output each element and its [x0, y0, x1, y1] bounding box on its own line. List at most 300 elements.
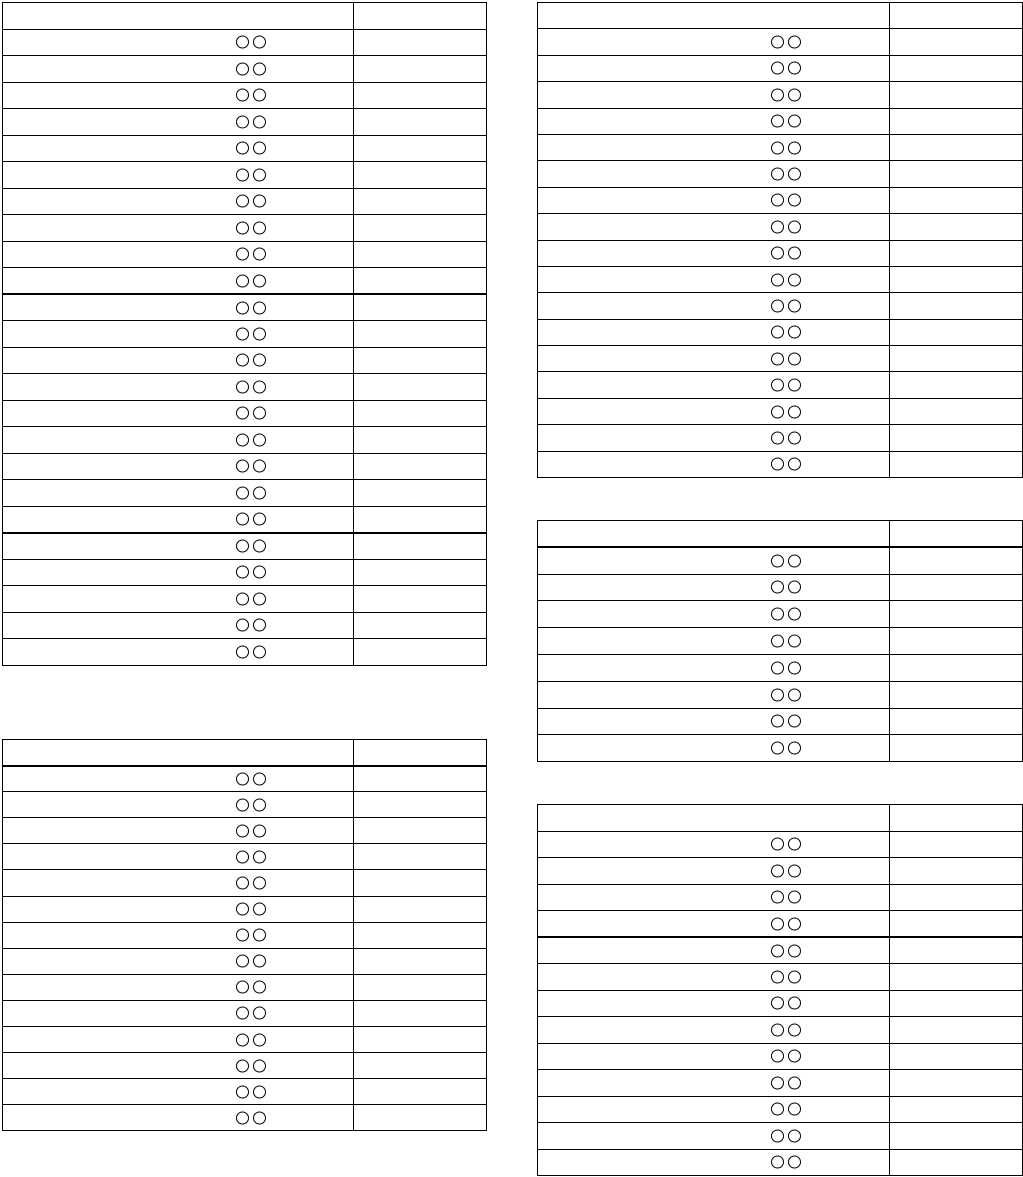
bubble-option[interactable]	[771, 62, 784, 75]
item-cell	[3, 639, 354, 666]
bubble-option[interactable]	[253, 62, 266, 75]
answer-cell[interactable]	[354, 506, 487, 533]
bubble-option[interactable]	[771, 1156, 784, 1169]
bubble-pair	[771, 1103, 801, 1116]
bubble-option[interactable]	[253, 195, 266, 208]
bubble-option[interactable]	[236, 877, 249, 890]
bubble-option[interactable]	[236, 929, 249, 942]
bubble-option[interactable]	[771, 1103, 784, 1116]
bubble-option[interactable]	[253, 1085, 266, 1098]
bubble-pair	[771, 405, 801, 418]
bubble-option[interactable]	[236, 380, 249, 393]
bubble-option[interactable]	[771, 299, 784, 312]
answer-cell[interactable]	[354, 533, 487, 560]
bubble-option[interactable]	[236, 301, 249, 314]
table-row	[3, 870, 487, 896]
bubble-option[interactable]	[771, 970, 784, 983]
bubble-option[interactable]	[253, 327, 266, 340]
answer-cell[interactable]	[354, 400, 487, 427]
bubble-option[interactable]	[788, 917, 801, 930]
bubble-option[interactable]	[236, 513, 249, 526]
bubble-option[interactable]	[253, 929, 266, 942]
bubble-option[interactable]	[253, 407, 266, 420]
bubble-option[interactable]	[771, 326, 784, 339]
answer-cell[interactable]	[354, 974, 487, 1000]
bubble-option[interactable]	[788, 247, 801, 260]
bubble-pair	[771, 715, 801, 728]
table-row	[3, 321, 487, 348]
bubble-option[interactable]	[253, 645, 266, 658]
bubble-option[interactable]	[788, 715, 801, 728]
table-row	[3, 896, 487, 922]
item-cell	[538, 425, 890, 451]
answer-cell[interactable]	[890, 1096, 1023, 1123]
bubble-option[interactable]	[236, 195, 249, 208]
bubble-option[interactable]	[771, 917, 784, 930]
bubble-option[interactable]	[788, 36, 801, 49]
answer-cell[interactable]	[890, 55, 1023, 81]
item-cell	[538, 3, 890, 29]
table-row	[538, 1070, 1023, 1097]
answer-cell[interactable]	[890, 521, 1023, 548]
bubble-option[interactable]	[788, 141, 801, 154]
answer-cell[interactable]	[890, 319, 1023, 345]
bubble-pair	[236, 327, 266, 340]
bubble-option[interactable]	[788, 1156, 801, 1169]
item-cell	[3, 1105, 354, 1131]
bubble-option[interactable]	[788, 742, 801, 755]
bubble-option[interactable]	[788, 1103, 801, 1116]
bubble-option[interactable]	[771, 352, 784, 365]
bubble-option[interactable]	[788, 554, 801, 567]
bubble-option[interactable]	[771, 220, 784, 233]
bubble-option[interactable]	[771, 1129, 784, 1142]
bubble-option[interactable]	[253, 824, 266, 837]
answer-cell[interactable]	[890, 937, 1023, 964]
bubble-pair	[236, 1033, 266, 1046]
table-row	[3, 109, 487, 136]
item-cell	[3, 29, 354, 56]
answer-cell[interactable]	[890, 346, 1023, 372]
item-cell	[538, 293, 890, 319]
answer-cell[interactable]	[890, 82, 1023, 108]
bubble-option[interactable]	[771, 742, 784, 755]
bubble-option[interactable]	[788, 661, 801, 674]
answer-cell[interactable]	[890, 1070, 1023, 1097]
answer-cell[interactable]	[890, 451, 1023, 477]
bubble-pair	[771, 1129, 801, 1142]
bubble-option[interactable]	[253, 486, 266, 499]
bubble-option[interactable]	[788, 299, 801, 312]
bubble-pair	[236, 903, 266, 916]
bubble-option[interactable]	[253, 89, 266, 102]
bubble-option[interactable]	[236, 62, 249, 75]
bubble-option[interactable]	[788, 352, 801, 365]
bubble-option[interactable]	[253, 540, 266, 553]
bubble-option[interactable]	[771, 115, 784, 128]
bubble-option[interactable]	[236, 540, 249, 553]
bubble-option[interactable]	[236, 486, 249, 499]
bubble-option[interactable]	[788, 891, 801, 904]
answer-cell[interactable]	[354, 241, 487, 268]
answer-cell[interactable]	[354, 480, 487, 507]
bubble-option[interactable]	[253, 955, 266, 968]
table-row	[3, 162, 487, 189]
answer-cell[interactable]	[354, 639, 487, 666]
bubble-option[interactable]	[253, 301, 266, 314]
table-row	[3, 1000, 487, 1026]
bubble-option[interactable]	[253, 592, 266, 605]
bubble-option[interactable]	[253, 221, 266, 234]
bubble-option[interactable]	[236, 955, 249, 968]
answer-cell[interactable]	[354, 586, 487, 613]
bubble-option[interactable]	[253, 354, 266, 367]
bubble-option[interactable]	[236, 1111, 249, 1124]
answer-cell[interactable]	[354, 82, 487, 109]
bubble-option[interactable]	[788, 688, 801, 701]
answer-cell[interactable]	[890, 858, 1023, 885]
answer-cell[interactable]	[890, 990, 1023, 1017]
bubble-option[interactable]	[788, 379, 801, 392]
answer-cell[interactable]	[890, 187, 1023, 213]
bubble-option[interactable]	[253, 877, 266, 890]
answer-cell[interactable]	[890, 398, 1023, 424]
bubble-option[interactable]	[771, 88, 784, 101]
table-row	[538, 858, 1023, 885]
bubble-option[interactable]	[236, 274, 249, 287]
bubble-option[interactable]	[771, 36, 784, 49]
bubble-option[interactable]	[771, 891, 784, 904]
answer-cell[interactable]	[354, 268, 487, 295]
answer-cell[interactable]	[890, 29, 1023, 55]
bubble-pair	[771, 299, 801, 312]
bubble-pair	[236, 824, 266, 837]
bubble-pair	[236, 460, 266, 473]
bubble-option[interactable]	[771, 168, 784, 181]
bubble-option[interactable]	[253, 36, 266, 49]
bubble-option[interactable]	[236, 142, 249, 155]
table-row	[538, 654, 1023, 681]
bubble-option[interactable]	[236, 645, 249, 658]
bubble-option[interactable]	[236, 89, 249, 102]
bubble-option[interactable]	[771, 458, 784, 471]
bubble-option[interactable]	[771, 608, 784, 621]
answer-cell[interactable]	[890, 134, 1023, 160]
bubble-option[interactable]	[253, 513, 266, 526]
table-row	[3, 559, 487, 586]
item-cell	[538, 1070, 890, 1097]
bubble-option[interactable]	[771, 1076, 784, 1089]
bubble-option[interactable]	[788, 115, 801, 128]
answer-cell[interactable]	[354, 135, 487, 162]
bubble-option[interactable]	[788, 326, 801, 339]
answer-cell[interactable]	[890, 1123, 1023, 1150]
bubble-option[interactable]	[788, 1129, 801, 1142]
bubble-option[interactable]	[771, 273, 784, 286]
bubble-option[interactable]	[788, 405, 801, 418]
answer-cell[interactable]	[354, 1105, 487, 1131]
answer-cell[interactable]	[354, 740, 487, 766]
bubble-option[interactable]	[253, 1059, 266, 1072]
bubble-option[interactable]	[253, 248, 266, 261]
bubble-option[interactable]	[236, 1033, 249, 1046]
bubble-option[interactable]	[771, 379, 784, 392]
answer-cell[interactable]	[890, 240, 1023, 266]
bubble-pair	[771, 458, 801, 471]
answer-cell[interactable]	[890, 911, 1023, 938]
bubble-option[interactable]	[253, 1007, 266, 1020]
answer-cell[interactable]	[354, 427, 487, 454]
bubble-option[interactable]	[236, 168, 249, 181]
answer-cell[interactable]	[890, 214, 1023, 240]
item-cell	[3, 612, 354, 639]
item-cell	[538, 398, 890, 424]
bubble-option[interactable]	[236, 327, 249, 340]
bubble-option[interactable]	[236, 1007, 249, 1020]
bubble-option[interactable]	[253, 772, 266, 785]
bubble-option[interactable]	[771, 944, 784, 957]
bubble-option[interactable]	[253, 274, 266, 287]
bubble-option[interactable]	[788, 1076, 801, 1089]
bubble-option[interactable]	[253, 115, 266, 128]
answer-cell[interactable]	[354, 1053, 487, 1079]
table-row	[538, 547, 1023, 574]
bubble-option[interactable]	[253, 981, 266, 994]
bubble-pair	[236, 248, 266, 261]
bubble-pair	[236, 540, 266, 553]
answer-cell[interactable]	[354, 1000, 487, 1026]
answer-cell[interactable]	[354, 374, 487, 401]
bubble-option[interactable]	[236, 115, 249, 128]
answer-cell[interactable]	[354, 294, 487, 321]
bubble-pair	[771, 115, 801, 128]
answer-cell[interactable]	[354, 188, 487, 215]
item-cell	[3, 974, 354, 1000]
answer-cell[interactable]	[890, 735, 1023, 762]
bubble-option[interactable]	[788, 997, 801, 1010]
bubble-option[interactable]	[771, 1023, 784, 1036]
bubble-option[interactable]	[253, 1033, 266, 1046]
table-row	[538, 425, 1023, 451]
answer-cell[interactable]	[354, 1027, 487, 1053]
bubble-option[interactable]	[236, 221, 249, 234]
answer-cell[interactable]	[890, 964, 1023, 991]
item-cell	[538, 240, 890, 266]
item-cell	[3, 162, 354, 189]
bubble-pair	[771, 220, 801, 233]
bubble-option[interactable]	[771, 554, 784, 567]
answer-cell[interactable]	[354, 109, 487, 136]
bubble-pair	[236, 566, 266, 579]
item-cell	[538, 681, 890, 708]
item-cell	[3, 56, 354, 83]
bubble-option[interactable]	[771, 997, 784, 1010]
bubble-pair	[771, 352, 801, 365]
answer-cell[interactable]	[890, 805, 1023, 832]
bubble-option[interactable]	[771, 194, 784, 207]
answer-cell[interactable]	[354, 818, 487, 844]
answer-cell[interactable]	[890, 1017, 1023, 1044]
answer-cell[interactable]	[354, 896, 487, 922]
answer-cell[interactable]	[890, 831, 1023, 858]
bubble-option[interactable]	[788, 970, 801, 983]
answer-cell[interactable]	[890, 628, 1023, 655]
answer-cell[interactable]	[890, 681, 1023, 708]
answer-cell[interactable]	[890, 654, 1023, 681]
bubble-option[interactable]	[771, 715, 784, 728]
answer-cell[interactable]	[354, 29, 487, 56]
bubble-option[interactable]	[788, 581, 801, 594]
answer-cell[interactable]	[890, 708, 1023, 735]
bubble-option[interactable]	[771, 635, 784, 648]
answer-cell[interactable]	[354, 162, 487, 189]
answer-cell[interactable]	[890, 601, 1023, 628]
bubble-option[interactable]	[236, 592, 249, 605]
item-cell	[3, 559, 354, 586]
bubble-option[interactable]	[236, 460, 249, 473]
answer-cell[interactable]	[890, 1149, 1023, 1176]
bubble-option[interactable]	[253, 903, 266, 916]
bubble-pair	[771, 273, 801, 286]
answer-cell[interactable]	[354, 3, 487, 30]
table-row	[3, 480, 487, 507]
bubble-option[interactable]	[788, 273, 801, 286]
bubble-option[interactable]	[771, 141, 784, 154]
bubble-option[interactable]	[771, 661, 784, 674]
bubble-option[interactable]	[788, 194, 801, 207]
bubble-pair	[771, 379, 801, 392]
bubble-option[interactable]	[253, 142, 266, 155]
table-row	[3, 427, 487, 454]
answer-cell[interactable]	[354, 844, 487, 870]
bubble-option[interactable]	[236, 354, 249, 367]
bubble-option[interactable]	[253, 619, 266, 632]
bubble-option[interactable]	[253, 433, 266, 446]
bubble-option[interactable]	[236, 903, 249, 916]
table-row	[3, 612, 487, 639]
bubble-option[interactable]	[771, 581, 784, 594]
bubble-pair	[771, 581, 801, 594]
bubble-option[interactable]	[788, 608, 801, 621]
item-cell	[538, 319, 890, 345]
bubble-option[interactable]	[771, 1050, 784, 1063]
answer-cell[interactable]	[354, 215, 487, 242]
answer-cell[interactable]	[354, 948, 487, 974]
table-row	[3, 294, 487, 321]
answer-cell[interactable]	[890, 372, 1023, 398]
bubble-option[interactable]	[236, 824, 249, 837]
bubble-option[interactable]	[236, 619, 249, 632]
item-cell	[538, 187, 890, 213]
bubble-option[interactable]	[771, 431, 784, 444]
table-row	[3, 56, 487, 83]
bubble-pair	[771, 431, 801, 444]
bubble-option[interactable]	[253, 798, 266, 811]
bubble-pair	[771, 168, 801, 181]
bubble-option[interactable]	[253, 380, 266, 393]
bubble-option[interactable]	[788, 864, 801, 877]
answer-cell[interactable]	[354, 922, 487, 948]
bubble-option[interactable]	[788, 62, 801, 75]
bubble-option[interactable]	[771, 247, 784, 260]
bubble-option[interactable]	[788, 88, 801, 101]
bubble-option[interactable]	[236, 981, 249, 994]
item-cell	[3, 1000, 354, 1026]
bubble-option[interactable]	[236, 798, 249, 811]
bubble-option[interactable]	[236, 1059, 249, 1072]
bubble-option[interactable]	[788, 168, 801, 181]
bubble-option[interactable]	[236, 36, 249, 49]
bubble-option[interactable]	[788, 220, 801, 233]
bubble-option[interactable]	[236, 248, 249, 261]
answer-cell[interactable]	[354, 792, 487, 818]
bubble-option[interactable]	[253, 168, 266, 181]
answer-cell[interactable]	[890, 425, 1023, 451]
bubble-option[interactable]	[788, 431, 801, 444]
answer-cell[interactable]	[354, 1079, 487, 1105]
bubble-option[interactable]	[236, 850, 249, 863]
bubble-option[interactable]	[236, 772, 249, 785]
answer-cell[interactable]	[354, 559, 487, 586]
item-cell	[3, 109, 354, 136]
item-cell	[3, 792, 354, 818]
bubble-option[interactable]	[771, 864, 784, 877]
table-row	[3, 533, 487, 560]
table-row	[538, 372, 1023, 398]
bubble-option[interactable]	[788, 838, 801, 851]
answer-cell[interactable]	[354, 766, 487, 792]
bubble-option[interactable]	[771, 688, 784, 701]
item-cell	[538, 708, 890, 735]
bubble-option[interactable]	[236, 407, 249, 420]
bubble-option[interactable]	[253, 460, 266, 473]
answer-cell[interactable]	[354, 453, 487, 480]
bubble-option[interactable]	[253, 1111, 266, 1124]
table-row	[538, 1149, 1023, 1176]
bubble-option[interactable]	[236, 433, 249, 446]
bubble-option[interactable]	[788, 1023, 801, 1036]
answer-cell[interactable]	[890, 1043, 1023, 1070]
answer-cell[interactable]	[354, 870, 487, 896]
bubble-option[interactable]	[236, 566, 249, 579]
bubble-option[interactable]	[788, 1050, 801, 1063]
bubble-pair	[236, 115, 266, 128]
answer-cell[interactable]	[354, 612, 487, 639]
bubble-option[interactable]	[236, 1085, 249, 1098]
bubble-pair	[771, 608, 801, 621]
answer-cell[interactable]	[890, 547, 1023, 574]
answer-cell[interactable]	[890, 884, 1023, 911]
answer-cell[interactable]	[890, 108, 1023, 134]
answer-cell[interactable]	[890, 293, 1023, 319]
bubble-pair	[771, 661, 801, 674]
answer-cell[interactable]	[354, 347, 487, 374]
answer-cell[interactable]	[890, 574, 1023, 601]
answer-cell[interactable]	[890, 161, 1023, 187]
bubble-option[interactable]	[771, 838, 784, 851]
bubble-option[interactable]	[788, 458, 801, 471]
bubble-option[interactable]	[788, 635, 801, 648]
answer-cell[interactable]	[354, 56, 487, 83]
answer-cell[interactable]	[354, 321, 487, 348]
bubble-option[interactable]	[253, 850, 266, 863]
bubble-option[interactable]	[771, 405, 784, 418]
item-cell	[538, 29, 890, 55]
answer-cell[interactable]	[890, 3, 1023, 29]
bubble-option[interactable]	[253, 566, 266, 579]
answer-cell[interactable]	[890, 266, 1023, 292]
bubble-option[interactable]	[788, 944, 801, 957]
